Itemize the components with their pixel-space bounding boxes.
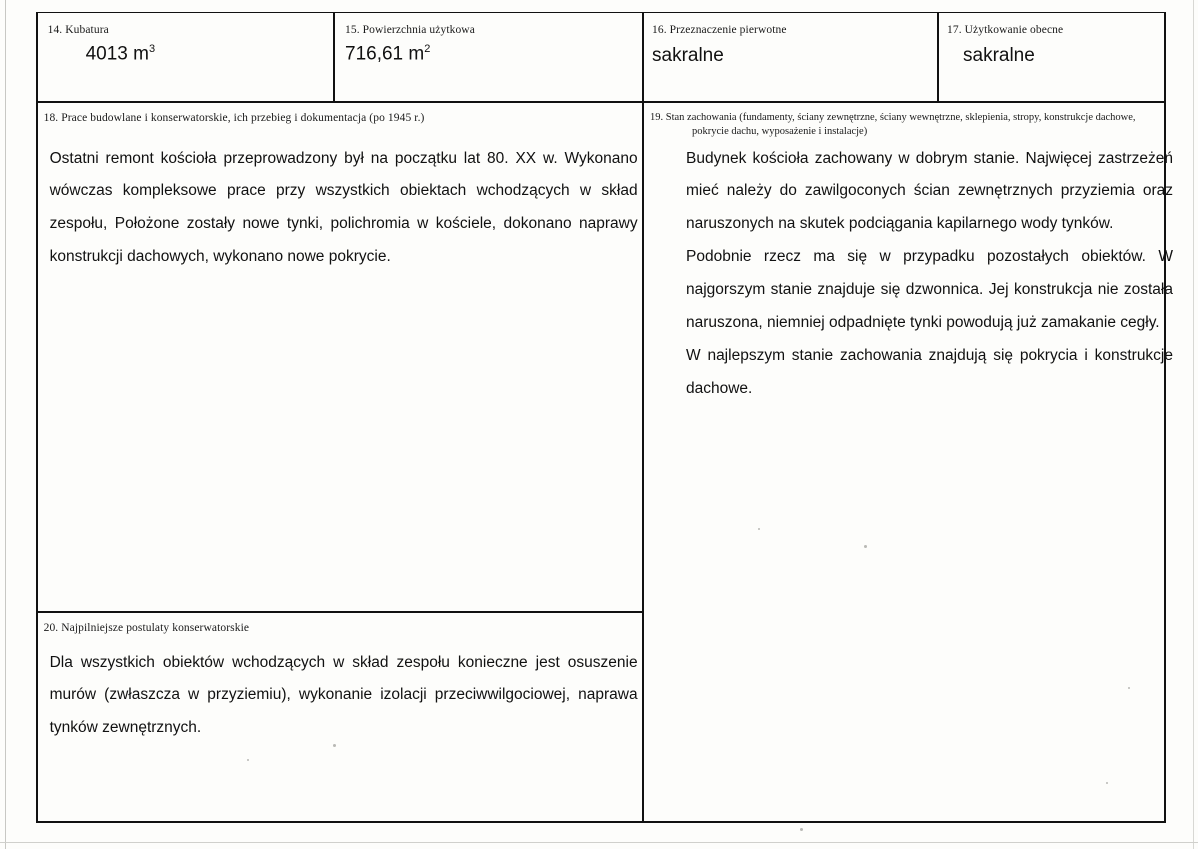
field-16-przeznaczenie [644,13,936,101]
field-15-powierzchnia [335,13,637,101]
scan-speck [1128,687,1130,689]
field-19-body [686,143,1173,406]
scan-speck [333,744,336,747]
field-20-postulaty [38,613,642,821]
field-19-caption-line-2: pokrycie dachu, wyposażenie i instalacje) [692,125,868,137]
field-16-value: sakralne [652,45,724,66]
scan-edge-left [5,0,6,849]
field-19-caption-line-1: 19. Stan zachowania (fundamenty, ściany zewnętrzne, ściany wewnętrzne, sklepienia, stropy, konstrukcje dachowe, [650,111,1136,123]
rule-bottom [36,821,1166,823]
field-14-value-text: 4013 m [85,43,149,65]
field-15-value-text: 716,61 m [345,43,425,65]
field-18-caption: 18. Prace budowlane i konserwatorskie, ich przebieg i dokumentacja (po 1945 r.) [43,111,425,124]
field-17-caption: 17. Użytkowanie obecne [947,24,1064,36]
field-15-unit-exponent: 2 [424,43,431,55]
field-18-body [50,143,638,274]
field-18-prace-budowlane [38,103,642,611]
scan-edge-right [1193,0,1194,849]
field-14-caption: 14. Kubatura [47,24,109,36]
scan-edge-bottom [0,842,1198,843]
field-17-value: sakralne [963,45,1035,66]
rule-right-border [1164,13,1166,821]
field-20-paragraph-1: Dla wszystkich obiektów wchodzących w skład zespołu konieczne jest osuszenie murów (zwłaszcza w przyziemiu), wykonanie izolacji przeciwwilgociowej, naprawa tynków zewnętrznych. [49,653,638,737]
scan-speck [1106,782,1108,784]
field-14-kubatura [38,13,333,101]
scan-speck [758,528,760,530]
form-table [36,12,1173,822]
field-14-value [86,43,156,65]
field-16-caption: 16. Przeznaczenie pierwotne [652,24,787,36]
field-17-uzytkowanie [939,13,1163,101]
field-19-paragraph-3: W najlepszym stanie zachowania znajdują się pokrycia i konstrukcje dachowe. [686,346,1173,397]
field-20-caption: 20. Najpilniejsze postulaty konserwatorskie [43,621,250,634]
field-15-value [345,43,430,65]
field-18-paragraph-1: Ostatni remont kościoła przeprowadzony był na początku lat 80. XX w. Wykonano wówczas kompleksowe prace przy wszystkich obiektach wchodzących w skład zespołu, Położone zostały nowe tynki, polichromia w kościele, dokonano naprawy konstrukcji dachowych, wykonano nowe pokrycie. [49,149,638,266]
field-19-stan-zachowania [644,103,1173,821]
field-14-unit-exponent: 3 [148,43,156,55]
scan-speck [864,545,867,548]
field-15-caption: 15. Powierzchnia użytkowa [345,24,475,36]
field-19-paragraph-1: Budynek kościoła zachowany w dobrym stanie. Najwięcej zastrzeżeń mieć należy do zawilgoconych ścian zewnętrznych przyziemia oraz naruszonych na skutek podciągania kapilarnego wody tynków. [686,149,1173,233]
field-20-body [50,647,638,746]
field-19-paragraph-2: Podobnie rzecz ma się w przypadku pozostałych obiektów. W najgorszym stanie znajduje się dzwonnica. Jej konstrukcja nie została naruszona, niemniej odpadnięte tynki powodują już zamakanie cegły. [686,248,1173,331]
scan-speck [247,759,249,761]
scan-speck [800,828,803,831]
